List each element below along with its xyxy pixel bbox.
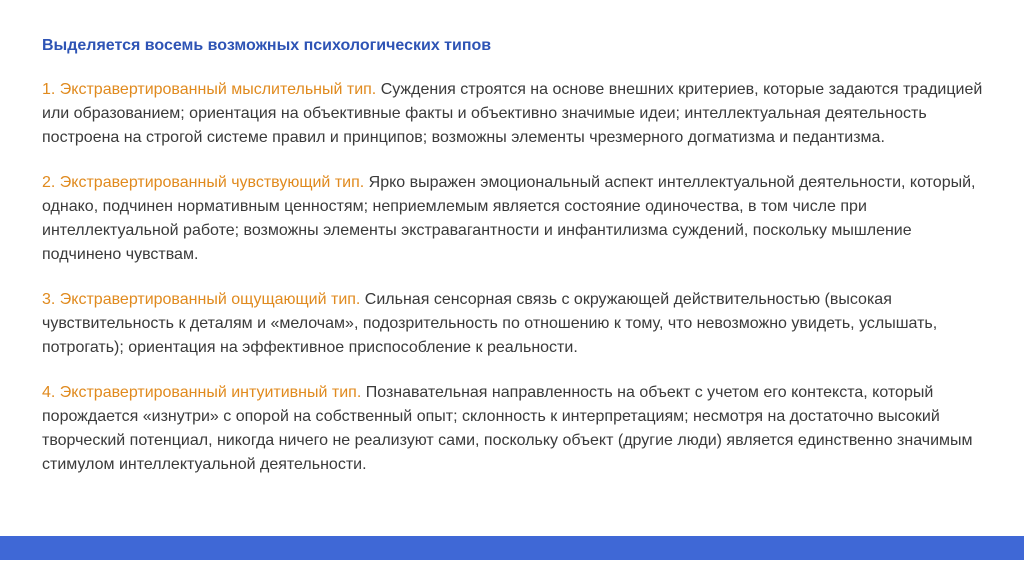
slide-content [42,78,992,498]
type-4-description: Познавательная направленность на объект с учетом его контекста, который порождается «изнутри» с опорой на собственный опыт; склонность к интерпретациям; несмотря на достаточно высокий творческий потенциал, никогда ничего не реализуют сами, поскольку объект (другие люди) является единственно значимым стимулом интеллектуальной деятельности. [42,384,973,473]
paragraph-type-1 [42,78,992,150]
paragraph-type-2 [42,171,992,267]
type-1-description: Суждения строятся на основе внешних критериев, которые задаются традицией или образованием; ориентация на объективные факты и объективно значимые идеи; интеллектуальная деятельность построена на строгой системе правил и принципов; возможны элементы чрезмерного догматизма и педантизма. [42,81,983,146]
type-4-heading: 4. Экстравертированный интуитивный тип. [42,384,362,401]
paragraph-type-3 [42,288,992,360]
footer-bar [0,536,1024,560]
type-3-description: Сильная сенсорная связь с окружающей действительностью (высокая чувствительность к деталям и «мелочам», подозрительность по отношению к тому, что невозможно увидеть, услышать, потрогать); ориентация на эффективное приспособление к реальности. [42,291,938,356]
slide-title: Выделяется восемь возможных психологических типов [42,37,492,54]
type-1-heading: 1. Экстравертированный мыслительный тип. [42,81,377,98]
type-2-heading: 2. Экстравертированный чувствующий тип. [42,174,365,191]
type-3-heading: 3. Экстравертированный ощущающий тип. [42,291,361,308]
type-2-description: Ярко выражен эмоциональный аспект интеллектуальной деятельности, который, однако, подчинен нормативным ценностям; неприемлемым является состояние одиночества, в том числе при интеллектуальной работе; возможны элементы экстравагантности и инфантилизма суждений, поскольку мышление подчинено чувствам. [42,174,976,263]
paragraph-type-4 [42,381,992,477]
